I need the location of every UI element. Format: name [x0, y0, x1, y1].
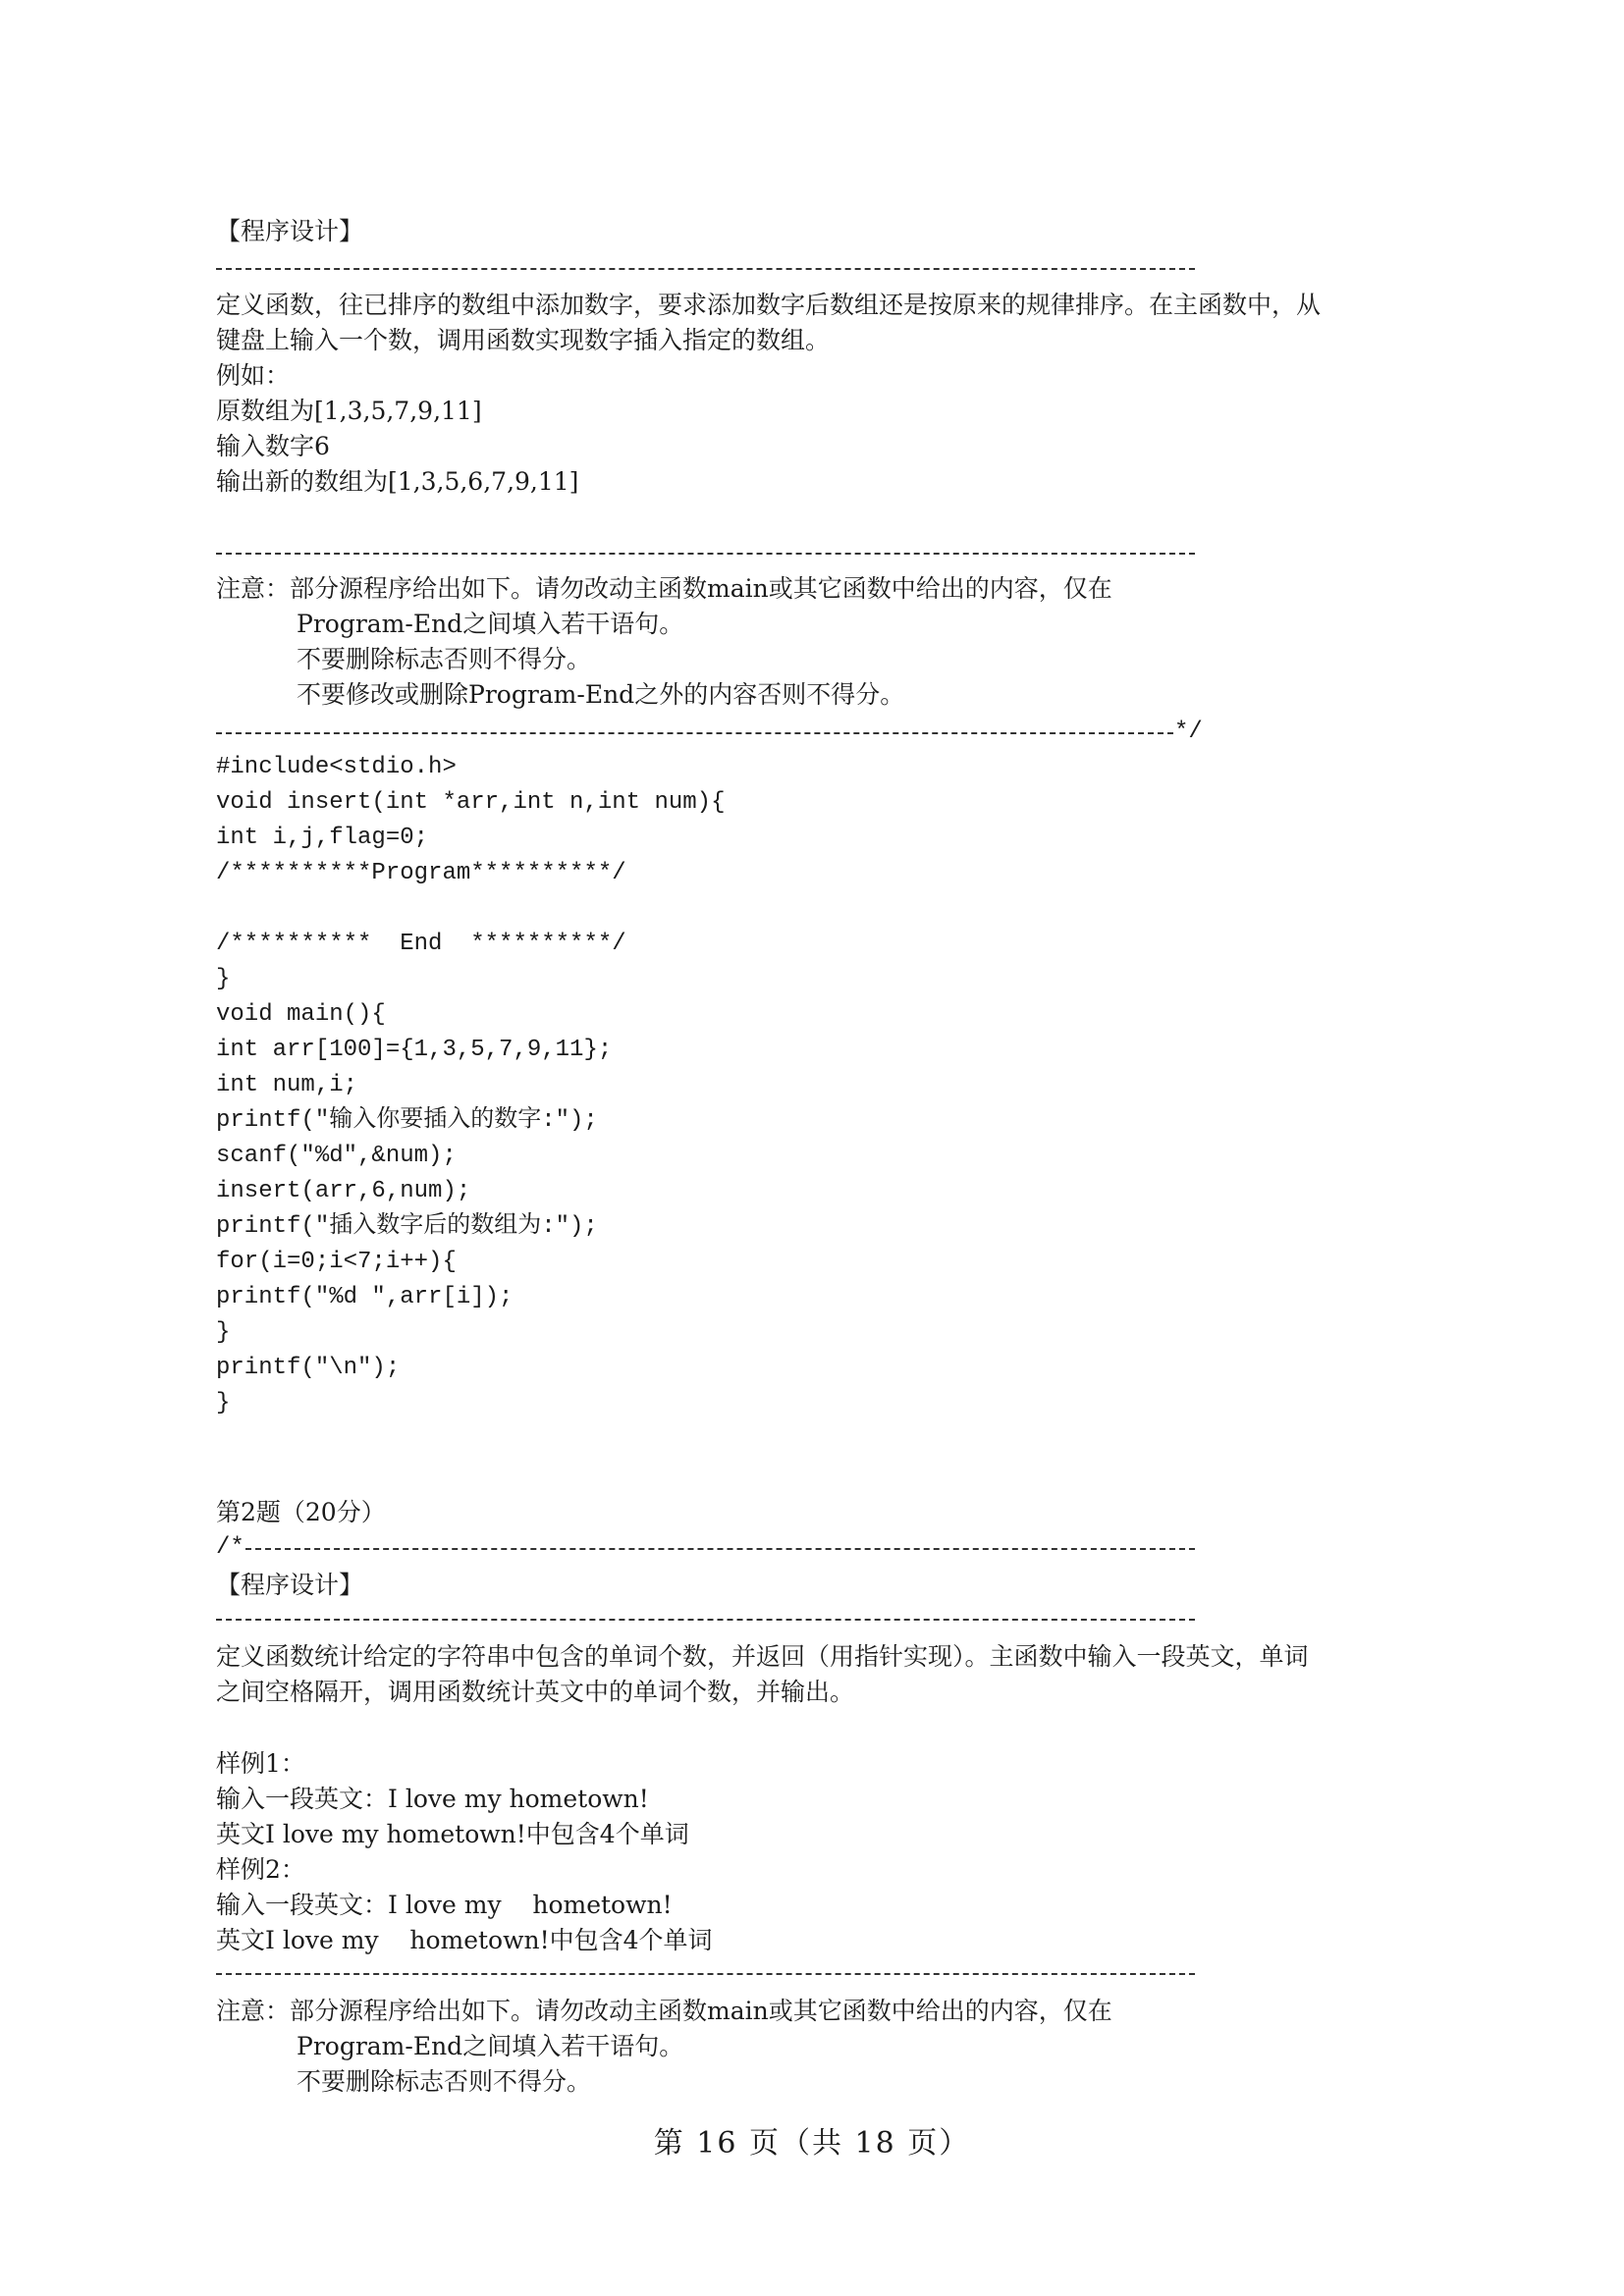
q2-sample-line: 英文I love my hometown!中包含4个单词 — [216, 1926, 713, 1954]
q1-description-line-1: 定义函数，往已排序的数组中添加数字，要求添加数字后数组还是按原来的规律排序。在主函数中，从 — [216, 291, 1322, 319]
q2-heading: 【程序设计】 — [216, 1571, 364, 1599]
comment-end-divider — [216, 732, 1173, 734]
code-line: } — [216, 1319, 231, 1346]
q1-notice-line-3: 不要删除标志否则不得分。 — [297, 645, 592, 673]
code-line: insert(arr,6,num); — [216, 1178, 471, 1204]
q2-sample-label: 样例2： — [216, 1855, 305, 1884]
code-line: void insert(int *arr,int n,int num){ — [216, 789, 726, 816]
q2-notice-line-3: 不要删除标志否则不得分。 — [297, 2067, 592, 2096]
code-line: } — [216, 1390, 231, 1416]
code-line-program-marker: /**********Program**********/ — [216, 860, 626, 886]
code-line: for(i=0;i<7;i++){ — [216, 1249, 457, 1275]
code-line: printf("输入你要插入的数字:"); — [216, 1107, 598, 1134]
code-line: int i,j,flag=0; — [216, 825, 429, 851]
code-line: scanf("%d",&num); — [216, 1143, 457, 1169]
divider — [216, 268, 1195, 270]
page-number-footer: 第 16 页（共 18 页） — [653, 2126, 971, 2161]
q1-example-line: 输出新的数组为[1,3,5,6,7,9,11] — [216, 467, 579, 496]
divider — [216, 1973, 1195, 1975]
q1-example-label: 例如： — [216, 361, 291, 390]
comment-end-marker: */ — [1174, 719, 1203, 745]
q1-example-line: 原数组为[1,3,5,7,9,11] — [216, 397, 482, 425]
q2-title: 第2题（20分） — [216, 1498, 386, 1526]
q2-sample-label: 样例1： — [216, 1749, 305, 1778]
divider — [216, 1619, 1195, 1621]
comment-start-divider — [245, 1548, 1195, 1550]
q2-notice-line-1: 注意：部分源程序给出如下。请勿改动主函数main或其它函数中给出的内容，仅在 — [216, 1997, 1112, 2025]
code-line: printf("\n"); — [216, 1355, 401, 1381]
q1-example-line: 输入数字6 — [216, 432, 330, 460]
q2-description-line-1: 定义函数统计给定的字符串中包含的单词个数，并返回（用指针实现）。主函数中输入一段英文，单词 — [216, 1642, 1309, 1671]
q2-sample-line: 英文I love my hometown!中包含4个单词 — [216, 1820, 689, 1848]
code-line: #include<stdio.h> — [216, 754, 457, 780]
code-line: } — [216, 966, 231, 992]
code-line-end-marker: /********** End **********/ — [216, 931, 626, 957]
divider — [216, 553, 1195, 555]
q1-notice-line-2: Program-End之间填入若干语句。 — [297, 610, 684, 638]
q1-heading: 【程序设计】 — [216, 217, 364, 245]
comment-start-marker: /* — [216, 1534, 244, 1561]
code-line: int num,i; — [216, 1072, 358, 1098]
q1-description-line-2: 键盘上输入一个数，调用函数实现数字插入指定的数组。 — [216, 326, 831, 354]
code-line: void main(){ — [216, 1001, 386, 1028]
q2-notice-line-2: Program-End之间填入若干语句。 — [297, 2032, 684, 2060]
code-line: printf("插入数字后的数组为:"); — [216, 1213, 598, 1240]
q2-sample-line: 输入一段英文：I love my hometown! — [216, 1785, 649, 1813]
q2-description-line-2: 之间空格隔开，调用函数统计英文中的单词个数，并输出。 — [216, 1678, 855, 1706]
q1-notice-line-1: 注意：部分源程序给出如下。请勿改动主函数main或其它函数中给出的内容，仅在 — [216, 574, 1112, 603]
q1-notice-line-4: 不要修改或删除Program-End之外的内容否则不得分。 — [297, 680, 905, 709]
q2-sample-line: 输入一段英文：I love my hometown! — [216, 1891, 673, 1919]
code-line: printf("%d ",arr[i]); — [216, 1284, 514, 1310]
code-line: int arr[100]={1,3,5,7,9,11}; — [216, 1037, 613, 1063]
